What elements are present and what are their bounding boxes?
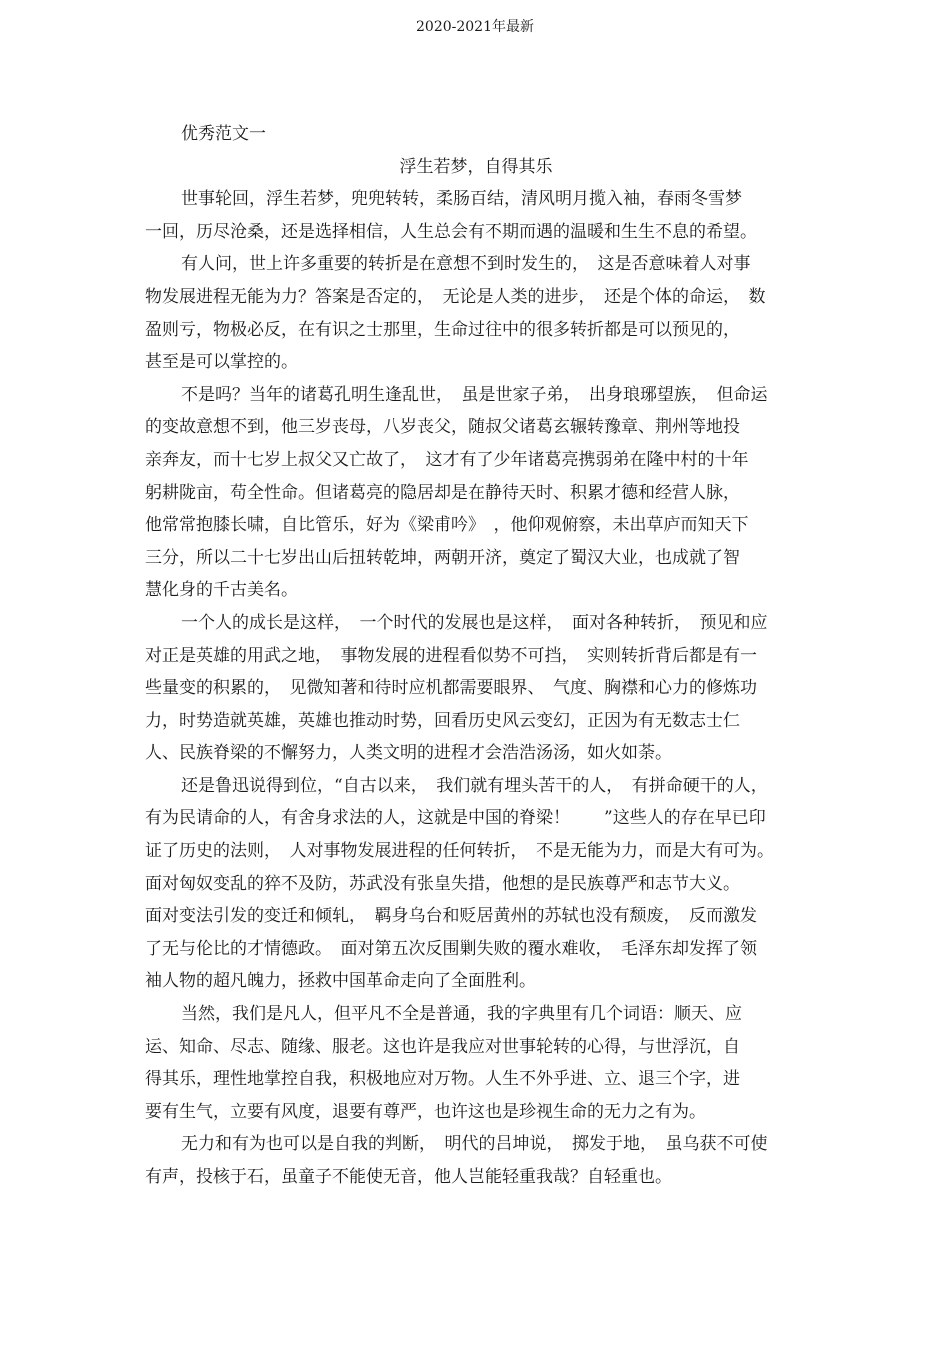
paragraph-line: 三分，所以二十七岁出山后扭转乾坤，两朝开济，奠定了蜀汉大业，也成就了智 <box>145 547 740 568</box>
paragraph-line: 了无与伦比的才情德政。 面对第五次反围剿失败的覆水难收， 毛泽东却发挥了领 <box>145 938 757 959</box>
paragraph-line: 躬耕陇亩，苟全性命。但诸葛亮的隐居却是在静待天时、积累才德和经营人脉， <box>145 482 740 503</box>
paragraph-line: 有人问，世上许多重要的转折是在意想不到时发生的， 这是否意味着人对事 <box>181 254 751 275</box>
paragraph-line: 慧化身的千古美名。 <box>145 580 298 601</box>
paragraph-line: 亲奔友，而十七岁上叔父又亡故了， 这才有了少年诸葛亮携弱弟在隆中村的十年 <box>145 449 749 470</box>
paragraph-line: 盈则亏，物极必反，在有识之士那里，生命过往中的很多转折都是可以预见的， <box>145 319 740 340</box>
paragraph-line: 他常常抱膝长啸，自比管乐，好为《梁甫吟》 ，他仰观俯察，未出草庐而知天下 <box>145 515 749 536</box>
page-header: 2020-2021年最新 <box>416 19 534 35</box>
paragraph-line: 还是鲁迅说得到位，“自古以来， 我们就有埋头苦干的人， 有拼命硬干的人， <box>181 775 768 796</box>
paragraph-line: 面对匈奴变乱的猝不及防，苏武没有张皇失措，他想的是民族尊严和志节大义。 <box>145 873 740 894</box>
paragraph-line: 甚至是可以掌控的。 <box>145 352 298 373</box>
section-label: 优秀范文一 <box>181 124 266 144</box>
paragraph-line: 无力和有为也可以是自我的判断， 明代的吕坤说， 掷发于地， 虽乌获不可使 <box>181 1134 768 1155</box>
paragraph-line: 对正是英雄的用武之地， 事物发展的进程看似势不可挡， 实则转折背后都是有一 <box>145 645 757 666</box>
paragraph-line: 的变故意想不到，他三岁丧母，八岁丧父，随叔父诸葛玄辗转豫章、荆州等地投 <box>145 417 740 438</box>
body-paragraph <box>145 770 807 998</box>
paragraph-line: 袖人物的超凡魄力，拯救中国革命走向了全面胜利。 <box>145 971 536 992</box>
paragraph-line: 一回，历尽沧桑，还是选择相信，人生总会有不期而遇的温暖和生生不息的希望。 <box>145 221 757 242</box>
paragraph-line: 有声，投核于石，虽童子不能使无音，他人岂能轻重我哉？自轻重也。 <box>145 1167 672 1187</box>
paragraph-line: 一个人的成长是这样， 一个时代的发展也是这样， 面对各种转折， 预见和应 <box>181 612 768 633</box>
body-paragraph <box>145 248 807 378</box>
paragraph-line: 力，时势造就英雄，英雄也推动时势，回看历史风云变幻，正因为有无数志士仁 <box>145 710 740 731</box>
paragraph-line: 运、知命、尽志、随缘、服老。这也许是我应对世事轮转的心得，与世浮沉，自 <box>145 1036 740 1057</box>
body-paragraph <box>145 607 807 770</box>
paragraph-line: 世事轮回，浮生若梦，兜兜转转，柔肠百结，清风明月揽入袖，春雨冬雪梦 <box>181 189 742 210</box>
body-paragraph <box>145 998 807 1128</box>
body-paragraph <box>145 379 807 607</box>
paragraph-line: 要有生气，立要有风度，退要有尊严，也许这也是珍视生命的无力之有为。 <box>145 1101 706 1122</box>
paragraph-line: 物发展进程无能为力？答案是否定的， 无论是人类的进步， 还是个体的命运， 数 <box>145 286 766 307</box>
document-title: 浮生若梦，自得其乐 <box>399 156 553 177</box>
paragraph-line: 不是吗？当年的诸葛孔明生逢乱世， 虽是世家子弟， 出身琅琊望族， 但命运 <box>181 384 768 405</box>
body-paragraph <box>145 183 807 248</box>
paragraph-line: 证了历史的法则， 人对事物发展进程的任何转折， 不是无能为力，而是大有可为。 <box>145 841 774 862</box>
paragraph-line: 得其乐，理性地掌控自我，积极地应对万物。人生不外乎进、立、退三个字，进 <box>145 1069 740 1090</box>
paragraph-line: 些量变的积累的， 见微知著和待时应机都需要眼界、 气度、胸襟和心力的修炼功 <box>145 678 757 699</box>
document-body <box>145 118 807 1194</box>
body-paragraph <box>145 1128 807 1193</box>
paragraph-line: 面对变法引发的变迁和倾轧， 羁身乌台和贬居黄州的苏轼也没有颓废， 反而激发 <box>145 906 757 927</box>
paragraph-list <box>145 183 807 1193</box>
paragraph-line: 有为民请命的人，有舍身求法的人，这就是中国的脊梁！ ”这些人的存在早已印 <box>145 808 766 829</box>
paragraph-line: 人、民族脊梁的不懈努力，人类文明的进程才会浩浩汤汤，如火如荼。 <box>145 743 672 764</box>
paragraph-line: 当然，我们是凡人，但平凡不全是普通，我的字典里有几个词语：顺天、应 <box>181 1004 742 1025</box>
